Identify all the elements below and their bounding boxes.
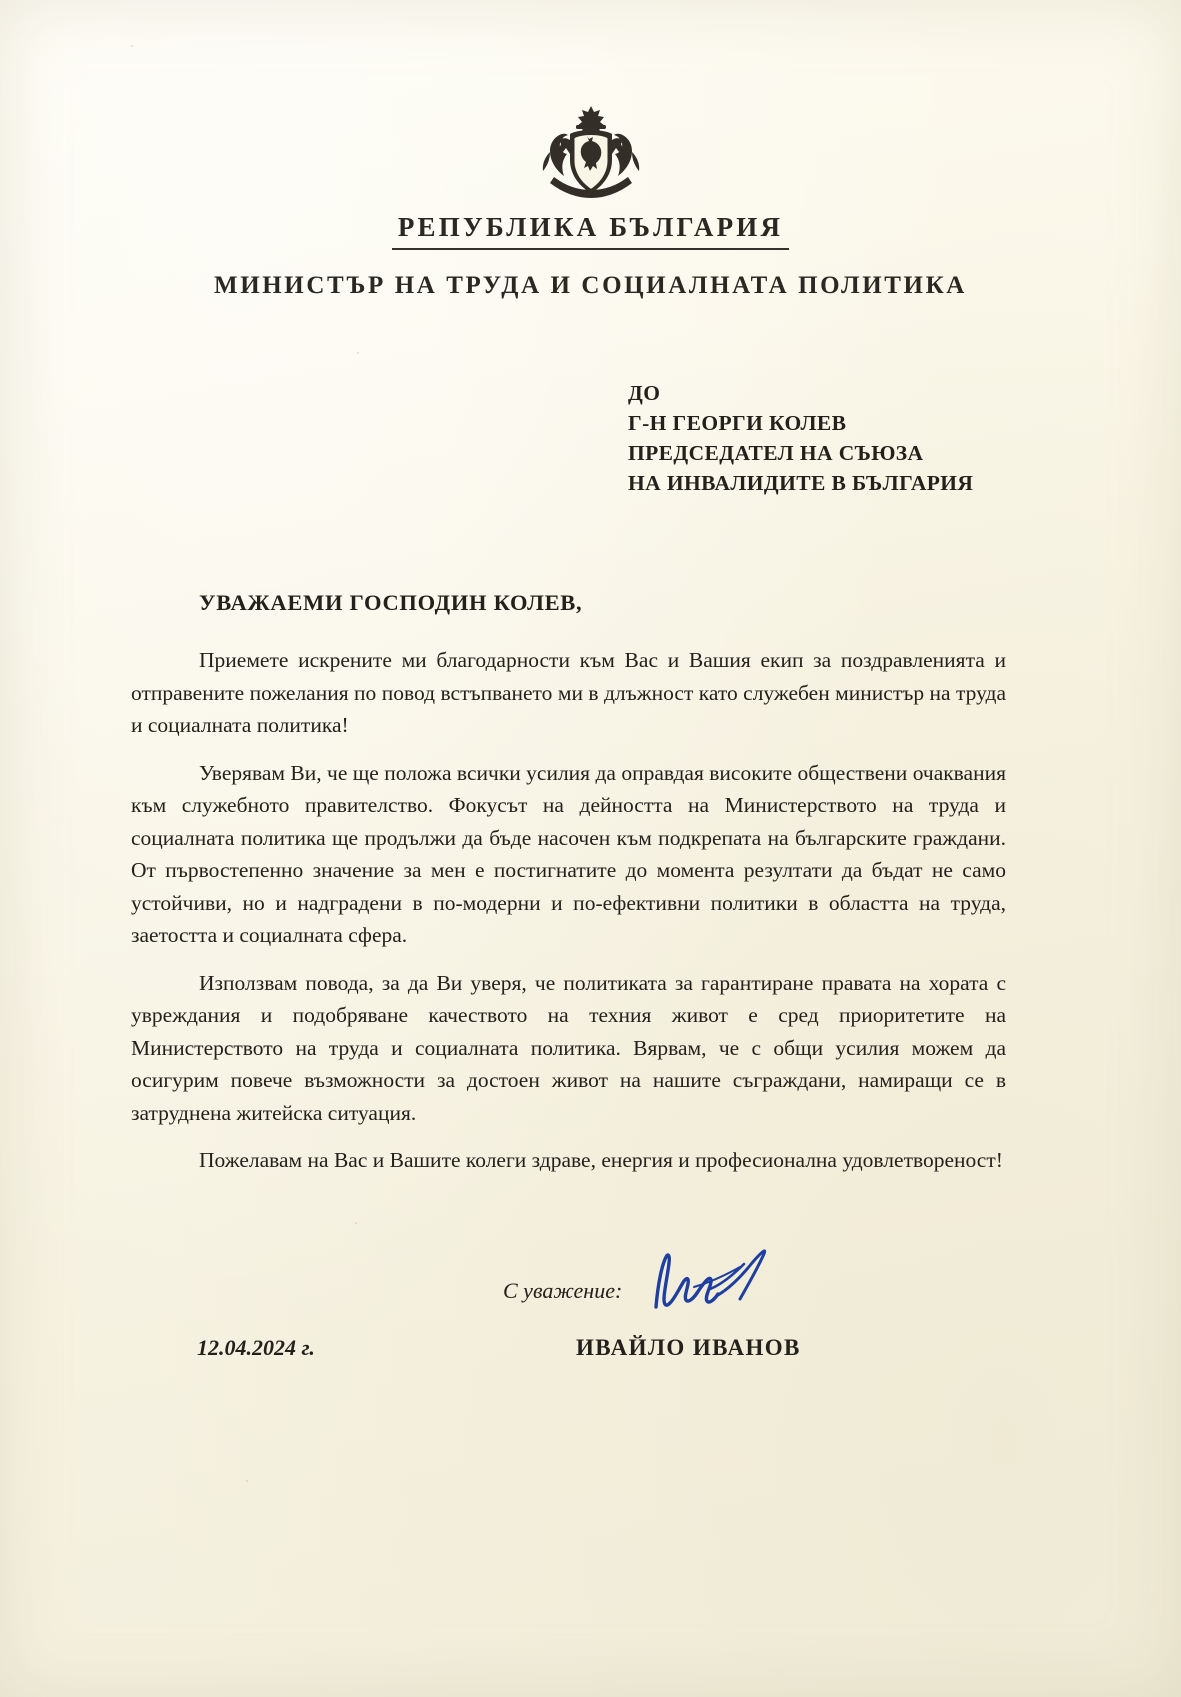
paper-speck: [246, 1480, 248, 1482]
paper-speck: [355, 1222, 357, 1224]
salutation: УВАЖАЕМИ ГОСПОДИН КОЛЕВ,: [199, 590, 583, 615]
paper-speck: [131, 45, 133, 47]
body-paragraph: Приемете искрените ми благодарности към Вас и Вашия екип за поздравленията и отправените пожелания по повод встъпването ми в длъжност като служебен министър на труда и социалната политика!: [131, 648, 1006, 737]
closing-label: С уважение:: [503, 1278, 623, 1303]
addressee-line-4: НА ИНВАЛИДИТЕ В БЪЛГАРИЯ: [628, 471, 974, 495]
document-date: 12.04.2024 г.: [197, 1335, 315, 1360]
body-paragraph: Уверявам Ви, че ще положа всички усилия да оправдая високите обществени очаквания към служебното правителство. Фокусът на дейността на Министерството на труда и социалната политика ще продължи да бъде насочен към подкрепата на българските граждани. От първостепенно значение за мен е постигнатите до момента резултати да бъдат не само устойчиви, но и надградени в по-модерни и по-ефективни политики в областта на труда, заетостта и социалната сфера.: [131, 760, 1006, 947]
header-office: МИНИСТЪР НА ТРУДА И СОЦИАЛНАТА ПОЛИТИКА: [214, 272, 967, 299]
header-country: [0, 212, 1181, 250]
addressee-block: [628, 378, 973, 498]
body-paragraph: Пожелавам на Вас и Вашите колеги здраве, енергия и професионална удовлетвореност!: [199, 1148, 1003, 1172]
addressee-line-1: ДО: [628, 381, 661, 405]
header-country-text: РЕПУБЛИКА БЪЛГАРИЯ: [392, 212, 789, 250]
bulgarian-coat-of-arms-icon: [532, 104, 650, 202]
body-paragraph: Използвам повода, за да Ви уверя, че политиката за гарантиране правата на хората с увреждания и подобряване качеството на техния живот е сред приоритетите на Министерството на труда и социалната политика. Вярвам, че с общи усилия можем да осигурим повече възможности за достоен живот на нашите съграждани, намиращи се в затруднена житейска ситуация.: [131, 970, 1006, 1125]
signer-name: ИВАЙЛО ИВАНОВ: [576, 1335, 801, 1360]
paper-speck: [357, 352, 359, 354]
addressee-line-2: Г-Н ГЕОРГИ КОЛЕВ: [628, 411, 847, 435]
addressee-line-3: ПРЕДСЕДАТЕЛ НА СЪЮЗА: [628, 441, 924, 465]
emblem-container: [0, 104, 1181, 207]
letter-body: [131, 644, 1006, 1192]
handwritten-signature-icon: [648, 1243, 783, 1318]
